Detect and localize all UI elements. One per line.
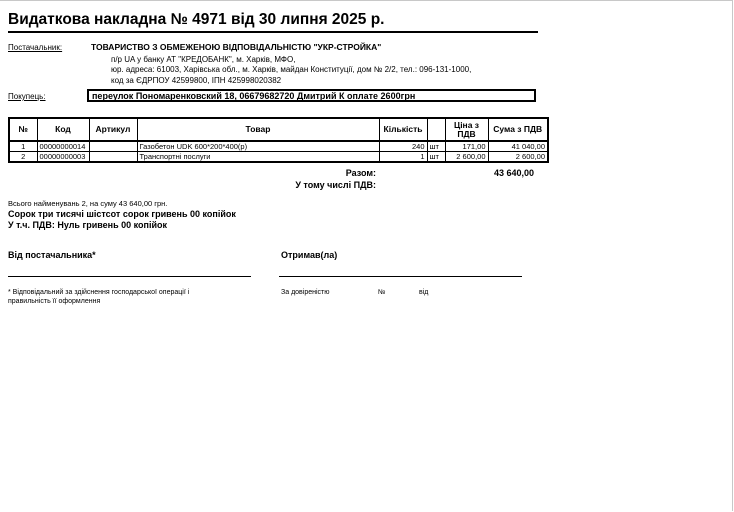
header-quantity: Кількість [379, 118, 427, 141]
header-item: Товар [137, 118, 379, 141]
receiver-signature-label: Отримав(ла) [281, 250, 338, 260]
header-price: Ціна з ПДВ [445, 118, 488, 141]
row-code: 00000000014 [37, 141, 89, 152]
row-sum: 41 040,00 [488, 141, 548, 152]
row-unit: шт [427, 152, 445, 163]
supplier-name: ТОВАРИСТВО З ОБМЕЖЕНОЮ ВІДПОВІДАЛЬНІСТЮ "УКР-СТРОЙКА" [91, 42, 382, 52]
header-sum: Сума з ПДВ [488, 118, 548, 141]
table-row [9, 152, 548, 163]
supplier-codes: код за ЄДРПОУ 42599800, ІПН 425998020382 [111, 76, 282, 85]
header-article: Артикул [89, 118, 137, 141]
row-quantity: 1 [379, 152, 427, 163]
buyer-label: Покупець: [8, 92, 46, 101]
header-unit [427, 118, 445, 141]
proxy-label: За довіреністю [281, 289, 330, 296]
proxy-number-label: № [378, 289, 386, 296]
row-unit: шт [427, 141, 445, 152]
table-row [9, 141, 548, 152]
vat-in-words: У т.ч. ПДВ: Нуль гривень 00 копійок [8, 220, 167, 230]
total-value: 43 640,00 [493, 168, 534, 178]
document-title: Видаткова накладна № 4971 від 30 липня 2025 р. [8, 11, 385, 28]
table-header-row [9, 118, 548, 141]
row-price: 2 600,00 [445, 152, 488, 163]
row-article [89, 141, 137, 152]
header-code: Код [37, 118, 89, 141]
supplier-signature-line [8, 276, 251, 277]
supplier-address: юр. адреса: 61003, Харівська обл., м. Харків, майдан Конституції, дом № 2/2, тел.: 096-131-1000, [111, 65, 472, 74]
items-count-line: Всього найменувань 2, на суму 43 640,00 грн. [8, 199, 168, 208]
proxy-date-label: від [419, 289, 429, 296]
supplier-bank: п/р UA у банку АТ "КРЕДОБАНК", м. Харків, МФО, [111, 55, 296, 64]
supplier-signature-label: Від постачальника* [8, 250, 96, 260]
supplier-label: Постачальник: [8, 43, 63, 52]
total-label: Разом: [345, 168, 376, 178]
header-number: № [9, 118, 37, 141]
row-article [89, 152, 137, 163]
row-number: 2 [9, 152, 37, 163]
items-table [8, 117, 549, 163]
row-sum: 2 600,00 [488, 152, 548, 163]
footnote-line-2: правильність її оформлення [8, 298, 101, 305]
vat-label: У тому числі ПДВ: [295, 180, 376, 190]
row-item: Газобетон UDK 600*200*400(р) [137, 141, 379, 152]
amount-in-words: Сорок три тисячі шістсот сорок гривень 00 копійок [8, 209, 236, 219]
row-price: 171,00 [445, 141, 488, 152]
title-divider [8, 31, 538, 33]
row-item: Транспортні послуги [137, 152, 379, 163]
row-quantity: 240 [379, 141, 427, 152]
row-number: 1 [9, 141, 37, 152]
receiver-signature-line [279, 276, 522, 277]
footnote-line-1: * Відповідальний за здійснення господарської операції і [8, 289, 190, 296]
buyer-field: переулок Пономаренковский 18, 06679682720 Дмитрий К оплате 2600грн [87, 89, 536, 102]
row-code: 00000000003 [37, 152, 89, 163]
